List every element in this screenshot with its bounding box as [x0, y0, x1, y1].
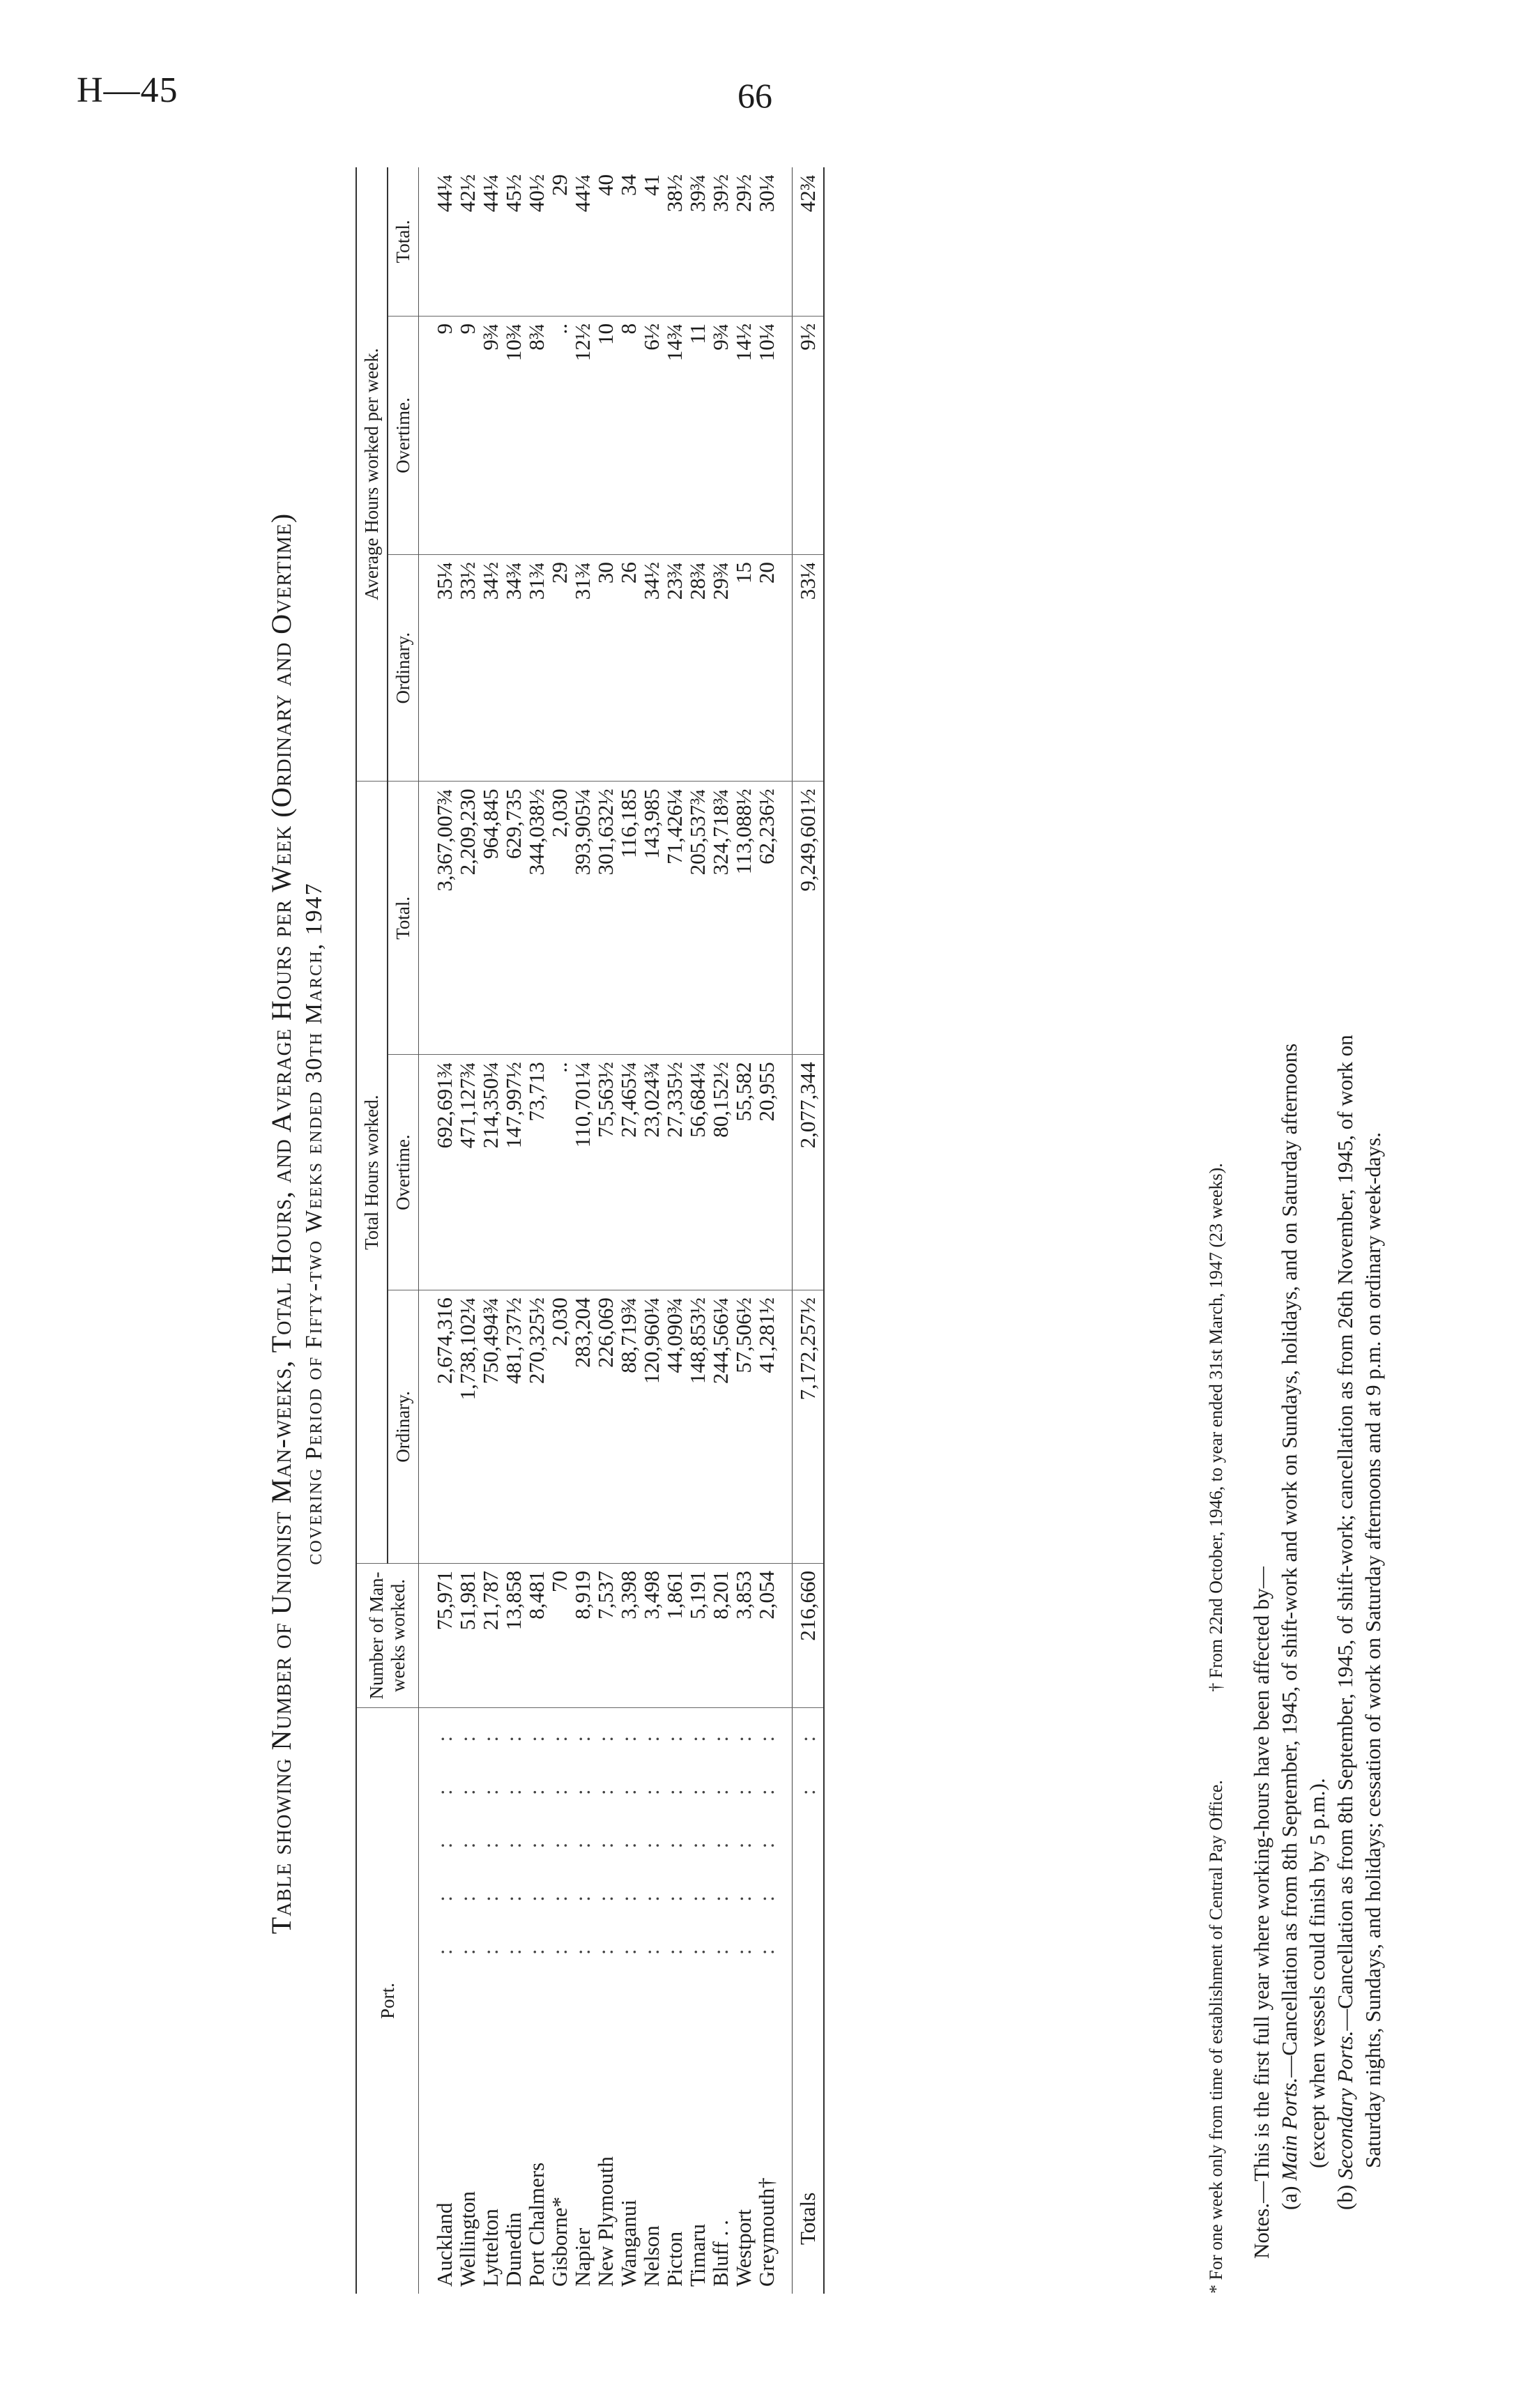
leader-dots: : : : : :: [616, 1715, 641, 1956]
totals-label: [793, 1708, 825, 2294]
port-label: Napier: [570, 2227, 595, 2287]
cell-avg-total: 40: [594, 167, 617, 316]
cell-man-weeks: 216,660: [793, 1564, 825, 1708]
cell-avg-ord: 28¾: [686, 555, 709, 782]
header-man-weeks: Number of Man-weeks worked.: [356, 1564, 419, 1708]
cell-total: 2,209,230: [456, 782, 479, 1055]
note-a-label: (a): [1277, 2186, 1301, 2210]
cell-ot: 55,582: [732, 1055, 755, 1290]
cell-ord: 2,674,316: [433, 1290, 456, 1564]
cell-total: 393,905¼: [571, 782, 594, 1055]
footnotes: [1206, 167, 1227, 2294]
cell-man-weeks: 51,981: [456, 1564, 479, 1708]
cell-ord: 44,090¾: [663, 1290, 686, 1564]
port-name: [617, 1708, 640, 2294]
cell-total: 964,845: [479, 782, 502, 1055]
header-avg-overtime: Overtime.: [388, 316, 419, 554]
footnote-star: * For one week only from time of establishment of Central Pay Office.: [1206, 1780, 1226, 2294]
note-a-text: —Cancellation as from 8th September, 1945, of shift-work and work on Sundays, holidays, and on Saturday afternoons: [1277, 1043, 1301, 2078]
cell-total: 113,088½: [732, 782, 755, 1055]
cell-ord: 41,281½: [755, 1290, 778, 1564]
cell-avg-ord: 29: [548, 555, 571, 782]
cell-man-weeks: 13,858: [502, 1564, 525, 1708]
leader-dots: : : : : :: [524, 1715, 549, 1956]
cell-avg-total: 42¾: [793, 167, 825, 316]
cell-avg-total: 39½: [709, 167, 732, 316]
leader-dots: : : : : :: [685, 1715, 710, 1956]
leader-dots: : : : : :: [639, 1715, 664, 1956]
header-average-hours: Average Hours worked per week.: [356, 167, 388, 782]
footnote-dagger: † From 22nd October, 1946, to year ended 31st March, 1947 (23 weeks).: [1206, 1163, 1226, 1692]
cell-ot: 20,955: [755, 1055, 778, 1290]
table-row: [502, 167, 525, 2294]
port-label: Lyttelton: [478, 2209, 503, 2287]
table-body: [419, 167, 825, 2294]
note-a-continuation: (except when vessels could finish by 5 p.m.).: [1305, 1778, 1329, 2168]
cell-ord: 226,069: [594, 1290, 617, 1564]
cell-ot: 27,465¼: [617, 1055, 640, 1290]
page-number: 66: [737, 76, 772, 115]
note-b-text: —Cancellation as from 8th September, 1945, of shift-work; cancellation as from 26th November, 1945, of work on: [1333, 1035, 1357, 2031]
cell-avg-ord: 15: [732, 555, 755, 782]
cell-avg-ot: 8¾: [525, 316, 548, 554]
port-label: Gisborne*: [547, 2196, 572, 2287]
header-total: Total.: [388, 782, 419, 1055]
cell-avg-total: 44¼: [433, 167, 456, 316]
cell-man-weeks: 8,481: [525, 1564, 548, 1708]
cell-avg-total: 38½: [663, 167, 686, 316]
cell-total: 301,632½: [594, 782, 617, 1055]
table-row: [548, 167, 571, 2294]
table-row: [640, 167, 663, 2294]
header-total-hours: Total Hours worked.: [356, 782, 388, 1564]
cell-avg-ot: 10: [594, 316, 617, 554]
cell-avg-ot: 8: [617, 316, 640, 554]
leader-dots: : : : : :: [455, 1715, 480, 1956]
port-name: [709, 1708, 732, 2294]
cell-ot: 692,691¾: [433, 1055, 456, 1290]
cell-avg-ord: 29¾: [709, 555, 732, 782]
table-row: [617, 167, 640, 2294]
cell-ot: 214,350¼: [479, 1055, 502, 1290]
cell-avg-ot: 11: [686, 316, 709, 554]
table-row: [755, 167, 778, 2294]
note-b: [1331, 202, 1359, 2259]
port-name: [548, 1708, 571, 2294]
port-name: [479, 1708, 502, 2294]
header-avg-ordinary: Ordinary.: [388, 555, 419, 782]
cell-total: 629,735: [502, 782, 525, 1055]
cell-avg-ord: 20: [755, 555, 778, 782]
cell-avg-total: 40½: [525, 167, 548, 316]
cell-man-weeks: 3,398: [617, 1564, 640, 1708]
cell-total: 116,185: [617, 782, 640, 1055]
cell-ord: 270,325½: [525, 1290, 548, 1564]
cell-total: 71,426¼: [663, 782, 686, 1055]
note-a: [1276, 202, 1303, 2259]
header-overtime: Overtime.: [388, 1055, 419, 1290]
hours-table: [355, 167, 825, 2294]
cell-total: 9,249,601½: [793, 782, 825, 1055]
cell-avg-total: 39¾: [686, 167, 709, 316]
cell-ot: 2,077,344: [793, 1055, 825, 1290]
cell-ot: 75,563½: [594, 1055, 617, 1290]
cell-total: 324,718¾: [709, 782, 732, 1055]
note-b-label: (b): [1333, 2184, 1357, 2210]
rotated-table-content: [265, 125, 1415, 2322]
cell-avg-ot: 9: [456, 316, 479, 554]
cell-avg-ord: 31¾: [571, 555, 594, 782]
leader-dots: : : : : :: [570, 1715, 595, 1956]
cell-avg-ot: 6½: [640, 316, 663, 554]
leader-dots: : :: [795, 1715, 820, 1795]
cell-avg-ot: 9: [433, 316, 456, 554]
cell-total: 62,236½: [755, 782, 778, 1055]
cell-man-weeks: 1,861: [663, 1564, 686, 1708]
cell-man-weeks: 21,787: [479, 1564, 502, 1708]
leader-dots: : : : : :: [754, 1715, 779, 1956]
port-name: [456, 1708, 479, 2294]
port-label: Wanganui: [616, 2200, 641, 2287]
cell-ord: 7,172,257½: [793, 1290, 825, 1564]
table-row: [686, 167, 709, 2294]
cell-avg-total: 29: [548, 167, 571, 316]
note-b-continuation: Saturday nights, Sundays, and holidays; cessation of work on Saturday afternoons and at 9 p.m. on ordinary week-days.: [1361, 1132, 1385, 2168]
cell-avg-ord: 23¾: [663, 555, 686, 782]
port-label: Picton: [662, 2231, 687, 2287]
port-name: [755, 1708, 778, 2294]
table-subtitle: covering Period of Fifty-two Weeks ended 30th March, 1947: [301, 882, 327, 1565]
port-label: Nelson: [639, 2225, 664, 2287]
cell-ot: 147,997½: [502, 1055, 525, 1290]
cell-avg-ot: 10¼: [755, 316, 778, 554]
cell-man-weeks: 3,498: [640, 1564, 663, 1708]
table-row: [709, 167, 732, 2294]
page-code: H—45: [77, 70, 178, 110]
leader-dots: : : : : :: [662, 1715, 687, 1956]
cell-total: 143,985: [640, 782, 663, 1055]
cell-ot: ..: [548, 1055, 571, 1290]
notes-intro: Notes.—This is the first full year where working-hours have been affected by—: [1249, 1567, 1273, 2259]
port-label: Port Chalmers: [524, 2162, 549, 2287]
cell-man-weeks: 70: [548, 1564, 571, 1708]
cell-ord: 283,204: [571, 1290, 594, 1564]
port-label: Greymouth†: [754, 2177, 779, 2287]
cell-avg-total: 29½: [732, 167, 755, 316]
cell-man-weeks: 8,919: [571, 1564, 594, 1708]
cell-avg-ord: 34¾: [502, 555, 525, 782]
leader-dots: : : : : :: [731, 1715, 756, 1956]
cell-man-weeks: 2,054: [755, 1564, 778, 1708]
cell-ot: 73,713: [525, 1055, 548, 1290]
leader-dots: : : : : :: [593, 1715, 618, 1956]
table-row: [456, 167, 479, 2294]
port-label: Bluff . .: [708, 2220, 733, 2287]
cell-ord: 2,030: [548, 1290, 571, 1564]
cell-avg-total: 44¼: [479, 167, 502, 316]
note-a-heading: Main Ports.: [1277, 2077, 1301, 2181]
cell-ot: 110,701¼: [571, 1055, 594, 1290]
leader-dots: : : : : :: [432, 1715, 457, 1956]
table-row: [571, 167, 594, 2294]
cell-avg-ot: 9¾: [709, 316, 732, 554]
cell-avg-ot: 14½: [732, 316, 755, 554]
cell-avg-total: 30¼: [755, 167, 778, 316]
leader-dots: : : : : :: [501, 1715, 526, 1956]
cell-avg-total: 45½: [502, 167, 525, 316]
port-name: [525, 1708, 548, 2294]
cell-ord: 244,566¼: [709, 1290, 732, 1564]
header-ordinary: Ordinary.: [388, 1290, 419, 1564]
port-name: [732, 1708, 755, 2294]
cell-total: 3,367,007¾: [433, 782, 456, 1055]
table-row: [732, 167, 755, 2294]
cell-man-weeks: 5,191: [686, 1564, 709, 1708]
cell-avg-ord: 34½: [640, 555, 663, 782]
port-name: [594, 1708, 617, 2294]
cell-avg-ord: 31¾: [525, 555, 548, 782]
header-avg-total: Total.: [388, 167, 419, 316]
port-name: [433, 1708, 456, 2294]
cell-ot: 80,152½: [709, 1055, 732, 1290]
cell-ord: 1,738,102¼: [456, 1290, 479, 1564]
cell-total: 205,537¾: [686, 782, 709, 1055]
note-b-heading: Secondary Ports.: [1333, 2030, 1357, 2180]
leader-dots: : : : : :: [547, 1715, 572, 1956]
totals-row: [793, 167, 825, 2294]
cell-avg-total: 41: [640, 167, 663, 316]
cell-avg-ot: 9¾: [479, 316, 502, 554]
cell-ot: 56,684¼: [686, 1055, 709, 1290]
port-label: Wellington: [455, 2191, 480, 2287]
cell-man-weeks: 7,537: [594, 1564, 617, 1708]
port-label: Auckland: [432, 2202, 457, 2287]
cell-man-weeks: 3,853: [732, 1564, 755, 1708]
port-name: [640, 1708, 663, 2294]
port-name: [502, 1708, 525, 2294]
cell-avg-ot: ..: [548, 316, 571, 554]
cell-ord: 57,506½: [732, 1290, 755, 1564]
cell-avg-ot: 9½: [793, 316, 825, 554]
table-row: [525, 167, 548, 2294]
port-name: [686, 1708, 709, 2294]
cell-avg-total: 42½: [456, 167, 479, 316]
leader-dots: : : : : :: [708, 1715, 733, 1956]
cell-ot: 27,335½: [663, 1055, 686, 1290]
port-name: [663, 1708, 686, 2294]
cell-ord: 481,737½: [502, 1290, 525, 1564]
port-label: New Plymouth: [593, 2156, 618, 2287]
cell-avg-total: 34: [617, 167, 640, 316]
cell-ot: 23,024¾: [640, 1055, 663, 1290]
cell-avg-ord: 30: [594, 555, 617, 782]
cell-man-weeks: 75,971: [433, 1564, 456, 1708]
cell-man-weeks: 8,201: [709, 1564, 732, 1708]
cell-avg-ot: 14¾: [663, 316, 686, 554]
port-label: Timaru: [685, 2223, 710, 2287]
cell-ord: 120,960¼: [640, 1290, 663, 1564]
port-label: Westport: [731, 2209, 756, 2287]
cell-ot: 471,127¾: [456, 1055, 479, 1290]
cell-avg-total: 44¼: [571, 167, 594, 316]
leader-dots: : : : : :: [478, 1715, 503, 1956]
port-name: [571, 1708, 594, 2294]
cell-ord: 148,853½: [686, 1290, 709, 1564]
cell-avg-ot: 12½: [571, 316, 594, 554]
header-port: Port.: [356, 1708, 419, 2294]
table-row: [663, 167, 686, 2294]
cell-ord: 88,719¾: [617, 1290, 640, 1564]
table-row: [479, 167, 502, 2294]
table-row: [594, 167, 617, 2294]
cell-avg-ord: 35¼: [433, 555, 456, 782]
cell-avg-ord: 26: [617, 555, 640, 782]
cell-avg-ot: 10¾: [502, 316, 525, 554]
port-label: Totals: [795, 2192, 820, 2245]
cell-total: 344,038½: [525, 782, 548, 1055]
cell-avg-ord: 33½: [456, 555, 479, 782]
cell-ord: 750,494¾: [479, 1290, 502, 1564]
port-label: Dunedin: [501, 2212, 526, 2287]
table-row: [433, 167, 456, 2294]
cell-total: 2,030: [548, 782, 571, 1055]
notes: [1248, 202, 1387, 2259]
table-title: Table showing Number of Unionist Man-weeks, Total Hours, and Average Hours per Week (Ordinary and Overtime): [266, 512, 297, 1935]
cell-avg-ord: 33¼: [793, 555, 825, 782]
cell-avg-ord: 34½: [479, 555, 502, 782]
